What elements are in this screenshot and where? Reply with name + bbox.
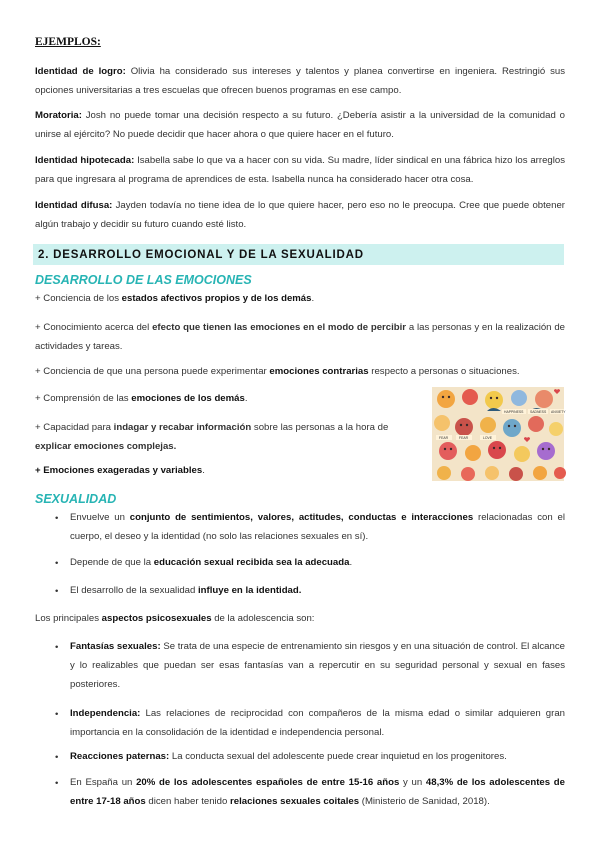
intro-bold: aspectos psicosexuales [101,613,212,624]
illus-label: FEAR [459,436,469,440]
example-term: Identidad hipotecada: [35,155,135,166]
bullet-bold: educación sexual recibida sea la adecuada [153,557,350,568]
intro-text: Los principales [35,613,102,624]
illus-label: FEAR [439,436,449,440]
emotion-item-text: . [202,465,205,476]
stat-bold: 20% de los adolescentes españoles de entre 15-16 años [136,777,400,788]
emotion-item-text: + Capacidad para [35,422,114,433]
bullet-icon: • [55,752,59,763]
stat-text: dicen haber tenido [145,796,231,807]
illus-label: LOVE [483,436,493,440]
emotion-item-text: sobre las personas a la hora de [251,422,389,433]
bullet-text: relacionadas con el cuerpo, el deseo y la identidad (no solo las relaciones sexuales en sí). [70,512,565,542]
bullet-icon: • [55,709,59,720]
bullet-bold: conjunto de sentimientos, valores, actitudes, conductas e interacciones [129,512,474,523]
sexuality-bullet [70,553,565,572]
example-hipotecada [35,151,565,189]
spain-statistic [70,773,565,811]
emotion-item-text: respecto a personas o situaciones. [368,366,520,377]
emotion-item-bold: estados afectivos propios y de los demás [121,293,312,304]
aspect-item [70,704,565,742]
bullet-text: Depende de que la [70,557,154,568]
bullet-icon: • [55,513,59,524]
example-text: Jayden todavía no tiene idea de lo que quiere hacer, pero eso no le preocupa. Cree que puede obtener algún trabajo y decidir su futuro cuando esté listo. [35,200,565,230]
example-term: Moratoria: [35,110,82,121]
emotion-item-bold: explicar emociones complejas. [35,441,177,452]
bullet-icon: • [55,642,59,653]
aspect-item [70,747,565,766]
stat-bold: relaciones sexuales coitales [230,796,360,807]
psychosexual-intro [35,609,314,628]
emotion-item-text: + Conocimiento acerca del [35,322,153,333]
emotion-item-bold: indagar y recabar información [113,422,252,433]
sexuality-bullet [70,581,565,600]
illus-label: SADNESS [530,410,547,414]
emotion-item-text: . [311,293,315,304]
stat-bold: 48,3% de los adolescentes de entre 17-18 años [70,777,565,807]
stat-text: y un [399,777,426,788]
aspect-term: Reacciones paternas: [70,751,170,762]
example-difusa [35,196,565,234]
aspect-text: La conducta sexual del adolescente puede crear inquietud en los progenitores. [169,751,507,762]
bullet-icon: • [55,778,59,789]
emotion-item-bold: emociones de los demás [131,393,245,404]
examples-title: EJEMPLOS: [35,36,101,48]
emotion-item [35,289,314,308]
emotion-item-text: + Conciencia de los [35,293,122,304]
section-heading: 2. DESARROLLO EMOCIONAL Y DE LA SEXUALIDAD [38,249,364,261]
aspect-text: Las relaciones de reciprocidad con compañeros de la misma edad o similar adquieren gran importancia en la consolidación de la identidad e independencia personal. [70,708,565,738]
example-logro [35,62,565,100]
emotion-item-text: + Comprensión de las [35,393,132,404]
illus-label: ANXIETY [551,410,566,414]
aspect-text: Se trata de una especie de entrenamiento sin riesgos y en una situación de control. El alcance y lo realizables que puedan ser esas fantasías van a repercutir en su seguridad personal y sexual en fases posteriores. [70,641,565,690]
emotion-item [35,318,565,356]
bullet-text: Envuelve un [70,512,130,523]
bullet-icon: • [55,558,59,569]
bullet-text: El desarrollo de la sexualidad [70,585,198,596]
intro-text: de la adolescencia son: [211,613,315,624]
example-text: Olivia ha considerado sus intereses y talentos y planea convertirse en ingeniera. Restringió sus opciones universitarias a tres escuelas que ofrecen buenos programas en ese campo. [35,66,565,96]
emotion-item-bold: efecto que tienen las emociones en el modo de percibir [152,322,407,333]
bullet-text: . [349,557,353,568]
stat-text: En España un [70,777,137,788]
emotions-collage-image [432,387,564,481]
emotion-item-text: + Conciencia de que una persona puede experimentar [35,366,270,377]
bullet-icon: • [55,586,59,597]
emotions-subtitle: DESARROLLO DE LAS EMOCIONES [35,273,252,287]
example-term: Identidad difusa: [35,200,113,211]
sexuality-subtitle: SEXUALIDAD [35,492,117,506]
emotion-item [35,418,423,456]
emotion-item [35,389,248,408]
sexuality-bullet [70,508,565,546]
emotion-item [35,362,520,381]
example-text: Josh no puede tomar una decisión respecto a su futuro. ¿Debería asistir a la universidad de la comunidad o unirse al ejército? No puede decidir que hacer ahora o que quiere hacer en el futuro. [35,110,565,140]
emotion-item-text: a las personas y en la realización de actividades y tareas. [35,322,565,352]
aspect-term: Fantasías sexuales: [70,641,161,652]
example-moratoria [35,106,565,144]
emotion-item-bold: emociones contrarias [269,366,369,377]
emotion-item-bold: + Emociones exageradas y variables [35,465,203,476]
emotion-item-text: . [244,393,248,404]
example-term: Identidad de logro: [35,66,126,77]
aspect-item [70,637,565,694]
emotion-item [35,461,205,480]
example-text: Isabella sabe lo que va a hacer con su vida. Su madre, líder sindical en una fábrica hizo los arreglos para que ingresara al programa de aprendices de esta. Isabella nunca ha considerado hacer otra cosa. [35,155,565,185]
bullet-bold: influye en la identidad. [198,585,302,596]
aspect-term: Independencia: [70,708,141,719]
stat-text: (Ministerio de Sanidad, 2018). [359,796,490,807]
illus-label: HAPPINESS [504,410,524,414]
